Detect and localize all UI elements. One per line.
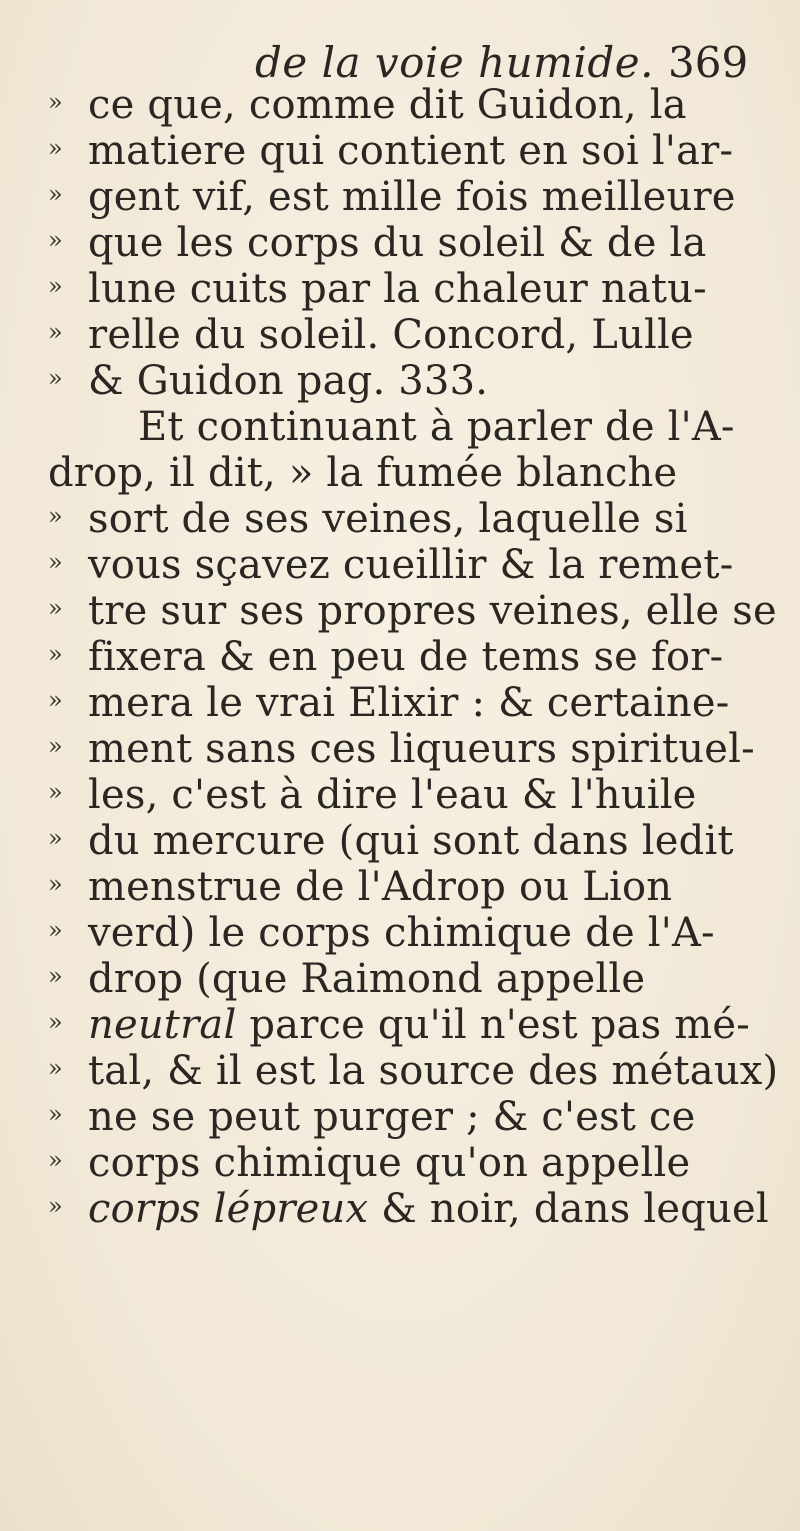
line-text: matiere qui contient en soi l'ar- bbox=[88, 128, 734, 174]
text-line bbox=[0, 910, 800, 956]
line-text-rest: & noir, dans lequel bbox=[368, 1186, 769, 1232]
body-text bbox=[0, 82, 800, 1232]
line-text: les, c'est à dire l'eau & l'huile bbox=[88, 772, 697, 818]
quote-mark: » bbox=[48, 594, 63, 622]
text-line bbox=[0, 1140, 800, 1186]
text-line bbox=[0, 174, 800, 220]
line-text: tre sur ses propres veines, elle se bbox=[88, 588, 777, 634]
line-text: lune cuits par la chaleur natu- bbox=[88, 266, 707, 312]
line-text: ce que, comme dit Guidon, la bbox=[88, 82, 687, 128]
text-line bbox=[0, 864, 800, 910]
quote-mark: » bbox=[48, 1100, 63, 1128]
quote-mark: » bbox=[48, 916, 63, 944]
quote-mark: » bbox=[48, 732, 63, 760]
line-text: sort de ses veines, laquelle si bbox=[88, 496, 688, 542]
line-text: & Guidon pag. 333. bbox=[88, 358, 489, 404]
quote-mark: » bbox=[48, 318, 63, 346]
text-line bbox=[0, 312, 800, 358]
quote-mark: » bbox=[48, 640, 63, 668]
quote-mark: » bbox=[48, 778, 63, 806]
line-text: vous sçavez cueillir & la remet- bbox=[88, 542, 734, 588]
page-number: 369 bbox=[668, 38, 749, 87]
line-text: ne se peut purger ; & c'est ce bbox=[88, 1094, 696, 1140]
line-text bbox=[88, 1002, 750, 1048]
text-line bbox=[0, 772, 800, 818]
text-line bbox=[0, 956, 800, 1002]
line-text: menstrue de l'Adrop ou Lion bbox=[88, 864, 673, 910]
quote-mark: » bbox=[48, 1192, 63, 1220]
text-line bbox=[0, 1048, 800, 1094]
text-line bbox=[0, 404, 800, 450]
line-text: tal, & il est la source des métaux) bbox=[88, 1048, 779, 1094]
text-line bbox=[0, 1186, 800, 1232]
line-text: que les corps du soleil & de la bbox=[88, 220, 707, 266]
line-text-rest: parce qu'il n'est pas mé- bbox=[236, 1002, 750, 1048]
quote-mark: » bbox=[48, 824, 63, 852]
line-text: corps chimique qu'on appelle bbox=[88, 1140, 691, 1186]
quote-mark: » bbox=[48, 364, 63, 392]
running-title: de la voie humide. bbox=[255, 38, 655, 87]
text-line bbox=[0, 818, 800, 864]
line-text: mera le vrai Elixir : & certaine- bbox=[88, 680, 730, 726]
quote-mark: » bbox=[48, 502, 63, 530]
text-line bbox=[0, 128, 800, 174]
text-line bbox=[0, 82, 800, 128]
quote-mark: » bbox=[48, 272, 63, 300]
quote-mark: » bbox=[48, 1008, 63, 1036]
line-text: gent vif, est mille fois meilleure bbox=[88, 174, 736, 220]
quote-mark: » bbox=[48, 88, 63, 116]
quote-mark: » bbox=[48, 1054, 63, 1082]
quote-mark: » bbox=[48, 548, 63, 576]
text-line bbox=[0, 496, 800, 542]
quote-mark: » bbox=[48, 686, 63, 714]
quote-mark: » bbox=[48, 1146, 63, 1174]
quote-mark: » bbox=[48, 134, 63, 162]
italic-term: neutral bbox=[88, 1002, 237, 1048]
line-text: du mercure (qui sont dans ledit bbox=[88, 818, 734, 864]
text-line bbox=[0, 680, 800, 726]
line-text: drop, il dit, » la fumée blanche bbox=[48, 450, 678, 496]
line-text: relle du soleil. Concord, Lulle bbox=[88, 312, 694, 358]
quote-mark: » bbox=[48, 180, 63, 208]
text-line bbox=[0, 1002, 800, 1048]
text-line bbox=[0, 726, 800, 772]
text-line bbox=[0, 542, 800, 588]
quote-mark: » bbox=[48, 226, 63, 254]
text-line bbox=[0, 450, 800, 496]
text-line bbox=[0, 1094, 800, 1140]
text-line bbox=[0, 358, 800, 404]
line-text bbox=[88, 1186, 769, 1232]
text-line bbox=[0, 634, 800, 680]
quote-mark: » bbox=[48, 870, 63, 898]
italic-term: corps lépreux bbox=[88, 1186, 369, 1232]
line-text: drop (que Raimond appelle bbox=[88, 956, 646, 1002]
quote-mark: » bbox=[48, 962, 63, 990]
line-text: fixera & en peu de tems se for- bbox=[88, 634, 724, 680]
text-line bbox=[0, 266, 800, 312]
line-text: verd) le corps chimique de l'A- bbox=[88, 910, 715, 956]
text-line bbox=[0, 588, 800, 634]
line-text: ment sans ces liqueurs spirituel- bbox=[88, 726, 755, 772]
text-line bbox=[0, 220, 800, 266]
line-text: Et continuant à parler de l'A- bbox=[138, 404, 735, 450]
